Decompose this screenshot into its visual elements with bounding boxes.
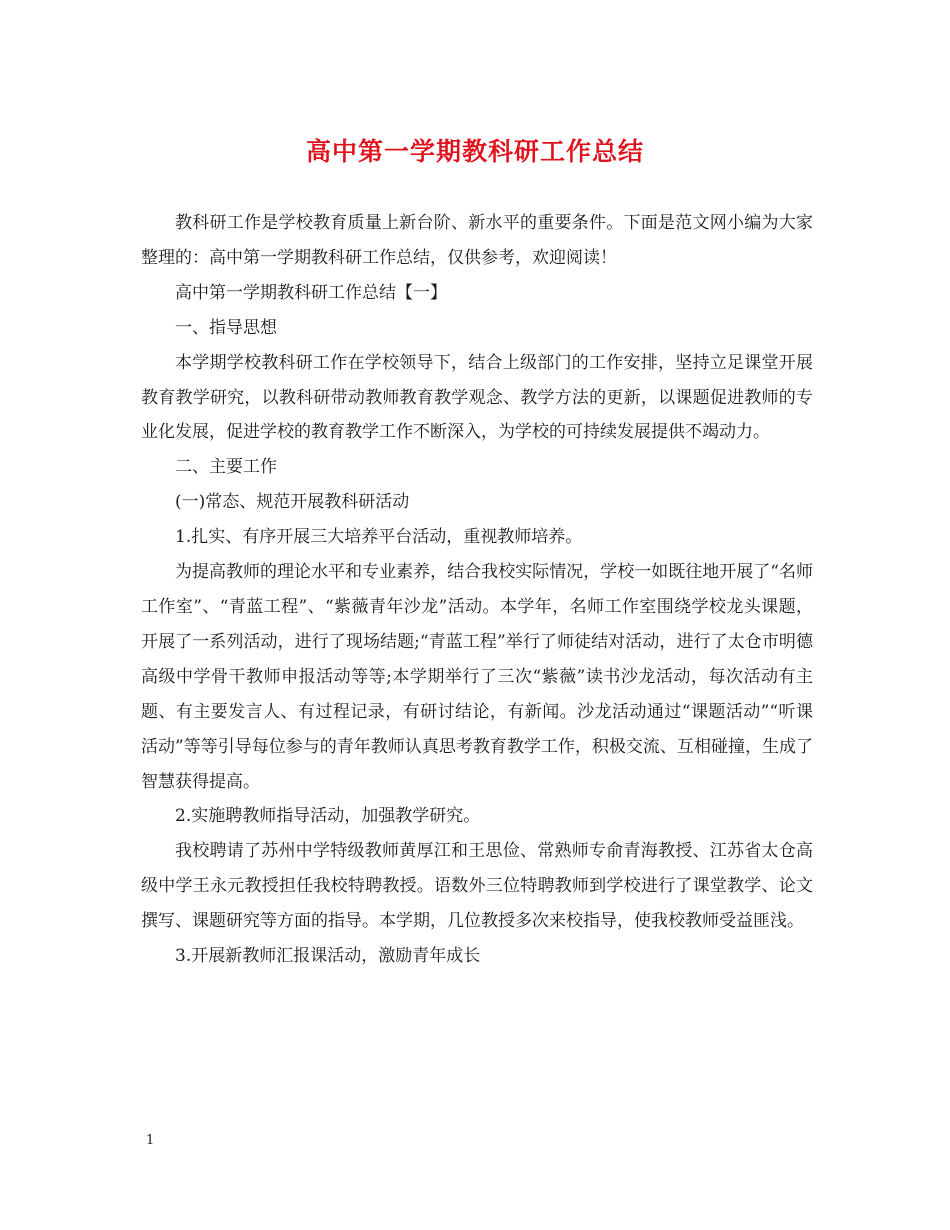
section-heading: 高中第一学期教科研工作总结【一】 bbox=[175, 282, 447, 303]
heading-main-work: 二、主要工作 bbox=[175, 457, 277, 478]
page-number: 1 bbox=[146, 1133, 155, 1148]
document-title: 高中第一学期教科研工作总结 bbox=[305, 137, 644, 166]
item-2-paragraph: 我校聘请了苏州中学特级教师黄厚江和王思俭、常熟师专俞青海教授、江苏省太仓高级中学王永元教授担任我校特聘教授。语数外三位特聘教师到学校进行了课堂教学、论文撰写、课题研究等方面的指导。本学期，几位教授多次来校指导，使我校教师受益匪浅。 bbox=[141, 841, 813, 932]
intro-paragraph: 教科研工作是学校教育质量上新台阶、新水平的重要条件。下面是范文网小编为大家整理的：高中第一学期教科研工作总结，仅供参考，欢迎阅读！ bbox=[141, 213, 813, 268]
paragraph-guiding-ideology: 本学期学校教科研工作在学校领导下，结合上级部门的工作安排，坚持立足课堂开展教育教学研究，以教科研带动教师教育教学观念、教学方法的更新，以课题促进教师的专业化发展，促进学校的教育教学工作不断深入，为学校的可持续发展提供不竭动力。 bbox=[141, 352, 813, 443]
subheading-activities: (一)常态、规范开展教科研活动 bbox=[175, 492, 410, 513]
item-3-heading: 3.开展新教师汇报课活动，激励青年成长 bbox=[175, 946, 481, 967]
item-1-heading: 1.扎实、有序开展三大培养平台活动，重视教师培养。 bbox=[175, 527, 583, 548]
item-1-paragraph: 为提高教师的理论水平和专业素养，结合我校实际情况，学校一如既往地开展了“名师工作室”、“青蓝工程”、“紫薇青年沙龙”活动。本学年，名师工作室围绕学校龙头课题，开展了一系列活动，进行了现场结题;“青蓝工程”举行了师徒结对活动，进行了太仓市明德高级中学骨干教师申报活动等等;本学期举行了三次“紫薇”读书沙龙活动，每次活动有主题、有主要发言人、有过程记录，有研讨结论，有新闻。沙龙活动通过“课题活动”“听课活动”等等引导每位参与的青年教师认真思考教育教学工作，积极交流、互相碰撞，生成了智慧获得提高。 bbox=[141, 562, 813, 792]
item-2-heading: 2.实施聘教师指导活动，加强教学研究。 bbox=[175, 806, 481, 827]
heading-guiding-ideology: 一、指导思想 bbox=[175, 317, 277, 338]
document-body bbox=[141, 206, 813, 974]
